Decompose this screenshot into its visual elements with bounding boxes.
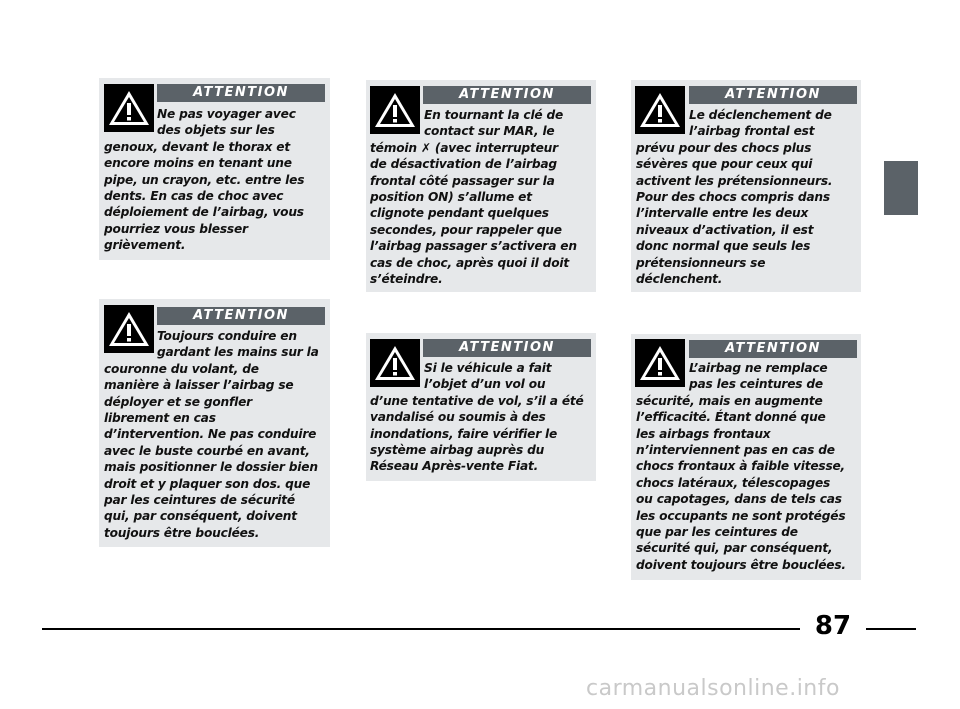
warning-text: Le déclenchement de l’airbag frontal est prévu pour des chocs plus sévères que pour ceux qui activent les prétensionneurs. Pour des chocs compris dans l’intervalle entre les deux niveaux d’activation, il est donc normal que seuls les prétensionneurs se déclenchent. [636,108,833,287]
watermark: carmanualsonline.info [586,676,840,701]
warning-box-5 [631,80,861,292]
warning-box-1 [99,78,330,260]
footer-rule-left [42,628,800,630]
warning-box-2 [99,299,330,547]
warning-text: Toujours conduire en gardant les mains sur la couronne du volant, de manière à laisser l’airbag se déployer et se gonfler librement en cas d’intervention. Ne pas conduire avec le buste courbé en avant, mais positionner le dossier bien droit et y plaquer son dos. que par les ceintures de sécurité qui, par conséquent, doivent toujours être bouclées. [104,329,319,540]
attention-badge: ATTENTION [157,84,325,102]
warning-box-3 [366,80,596,292]
page-number: 87 [814,611,852,641]
section-tab [884,161,918,215]
footer-rule-right [866,628,916,630]
warning-text: L’airbag ne remplace pas les ceintures de sécurité, mais en augmente l’efficacité. Étant donné que les airbags frontaux n’interviennent pas en cas de chocs frontaux à faible vitesse, chocs latéraux, télescopages ou capotages, dans de tels cas les occupants ne sont protégés que par les ceintures de sécurité qui, par conséquent, doivent toujours être bouclées. [636,361,846,572]
warning-text: Si le véhicule a fait l’objet d’un vol ou d’une tentative de vol, s’il a été vandalisé ou soumis à des inondations, faire vérifier le système airbag auprès du Réseau Après-vente Fiat. [370,361,584,474]
warning-text: Ne pas voyager avec des objets sur les genoux, devant le thorax et encore moins en tenant une pipe, un crayon, etc. entre les dents. En cas de choc avec déploiement de l’airbag, vous pourriez vous blesser grièvement. [104,107,305,253]
warning-text: En tournant la clé de contact sur MAR, le témoin ✗ (avec interrupteur de désactivation de l’airbag frontal côté passager sur la position ON) s’allume et clignote pendant quelques secondes, pour rappeler que l’airbag passager s’activera en cas de choc, après quoi il doit s’éteindre. [370,108,577,287]
attention-badge: ATTENTION [689,340,857,358]
attention-badge: ATTENTION [423,86,591,104]
warning-box-6 [631,334,861,580]
attention-badge: ATTENTION [423,339,591,357]
attention-badge: ATTENTION [689,86,857,104]
warning-box-4 [366,333,596,481]
attention-badge: ATTENTION [157,307,325,325]
